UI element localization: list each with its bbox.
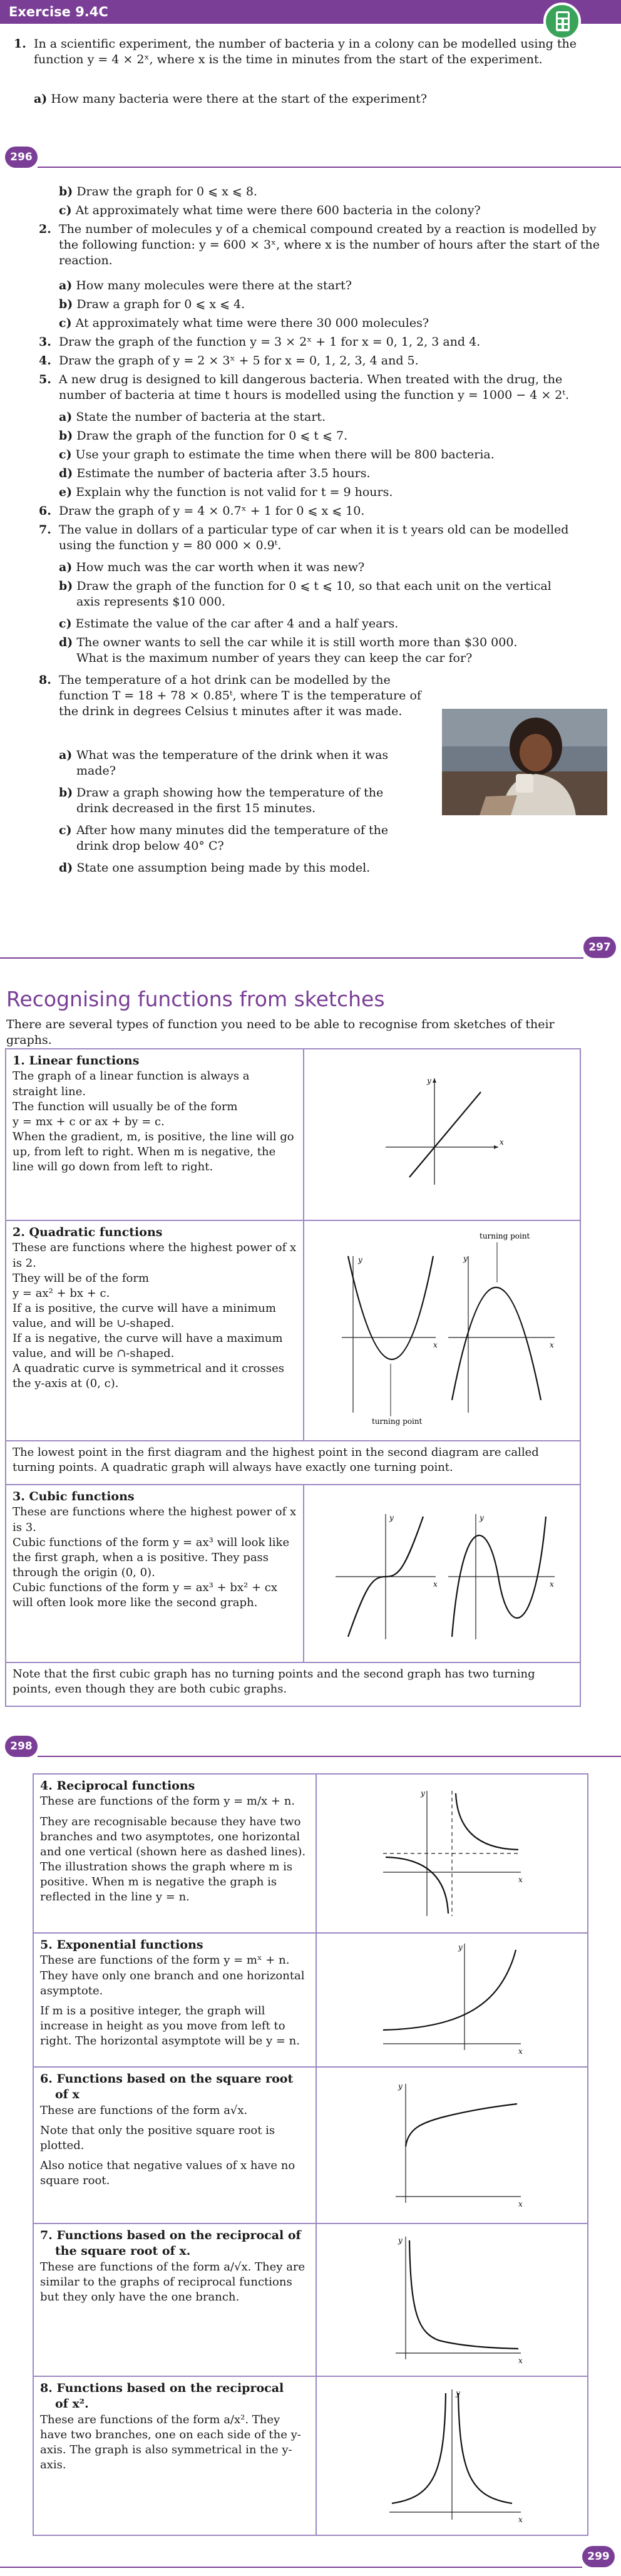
svg-text:y: y bbox=[421, 1789, 425, 1798]
reciprocal-sqrt-graph bbox=[371, 2228, 533, 2366]
question-5b: b) Draw the graph of the function for 0 ⩽ t ⩽ 7. bbox=[59, 429, 348, 443]
question-7d: d) The owner wants to sell the car while it is still worth more than $30 000. What is the maximum number of years they can keep the car for? bbox=[59, 636, 518, 666]
quadratic-graphs bbox=[323, 1225, 561, 1431]
question-1a: a) How many bacteria were there at the start of the experiment? bbox=[34, 92, 428, 106]
question-5: 5. A new drug is designed to kill dangerous bacteria. When treated with the drug, the number of bacteria at time t hours is modelled using the function y = 1000 − 4 × 2ᵗ. bbox=[39, 373, 570, 403]
square-root-curve bbox=[406, 2104, 517, 2146]
quadratic-graphs-cell bbox=[304, 1220, 580, 1441]
function-types-table-2 bbox=[33, 1773, 588, 2536]
svg-text:x: x bbox=[518, 2200, 523, 2208]
reciprocal-sqrt-graph-cell bbox=[316, 2223, 588, 2376]
page-number: 298 bbox=[5, 1736, 38, 1757]
question-8d: d) State one assumption being made by this model. bbox=[59, 861, 371, 875]
linear-functions-cell: 1. Linear functions The graph of a linear function is always a straight line. The function will usually be of the form y = mx + c or ax + by = c. When the gradient, m, is positive, the line will go up, from left to right. When m is negative, the line will go down from left to right. bbox=[6, 1049, 304, 1220]
question-5e: e) Explain why the function is not valid for t = 9 hours. bbox=[59, 485, 393, 499]
question-2a: a) How many molecules were there at the start? bbox=[59, 279, 352, 292]
question-7b: b) Draw the graph of the function for 0 ⩽ t ⩽ 10, so that each unit on the vertical axis represents $10 000. bbox=[59, 579, 552, 609]
reciprocal-functions-cell: 4. Reciprocal functions These are functions of the form y = m/x + n. They are recognisable because they have two branches and two asymptotes, one horizontal and one vertical (shown here as dashed lines). The illustration shows the graph where m is positive. When m is negative the graph is reflected in the line y = n. bbox=[33, 1774, 316, 1933]
quadratic-functions-cell: 2. Quadratic functions These are functions where the highest power of x is 2. They will be of the form y = ax² + bx + c. If a is positive, the curve will have a minimum value, and will be ∪-shaped. If a is negative, the curve will have a maximum value, and will be ∩-shaped. A quadratic curve is symmetrical and it crosses the y-axis at (0, c). bbox=[6, 1220, 304, 1441]
linear-line bbox=[409, 1092, 481, 1177]
question-8a: a) What was the temperature of the drink when it was made? bbox=[59, 748, 389, 778]
exponential-graph-cell bbox=[316, 1933, 588, 2067]
svg-text:x: x bbox=[518, 2515, 523, 2524]
exponential-functions-cell: 5. Exponential functions These are functions of the form y = mˣ + n. They have only one branch and one horizontal asymptote. If m is a positive integer, the graph will increase in height as you move from left to right. The horizontal asymptote will be y = n. bbox=[33, 1933, 316, 2067]
turning-point-label: turning point bbox=[480, 1232, 530, 1240]
svg-text:x: x bbox=[518, 2047, 523, 2056]
y-axis-label: y bbox=[427, 1076, 431, 1085]
question-8b: b) Draw a graph showing how the temperature of the drink decreased in the first 15 minutes. bbox=[59, 786, 384, 816]
svg-text:y: y bbox=[463, 1254, 468, 1263]
svg-text:x: x bbox=[550, 1341, 554, 1349]
page-295-fragment bbox=[0, 0, 621, 141]
reciprocal-square-branch-right bbox=[458, 2393, 512, 2503]
page-297 bbox=[0, 963, 621, 1732]
page-number: 296 bbox=[5, 147, 38, 168]
reciprocal-sqrt-functions-cell: 7. Functions based on the reciprocal of the square root of x. These are functions of the form a/√x. They are similar to the graphs of reciprocal functions but they only have the one branch. bbox=[33, 2223, 316, 2376]
question-8: 8. The temperature of a hot drink can be modelled by the function T = 18 + 78 × 0.85ᵗ, where T is the temperature of the drink in degrees Celsius t minutes after it was made. bbox=[39, 673, 421, 719]
section-intro: There are several types of function you need to be able to recognise from sketches of their graphs. bbox=[6, 1018, 555, 1048]
reciprocal-graph bbox=[371, 1778, 533, 1922]
exponential-curve bbox=[383, 1950, 516, 2030]
cubic-note: Note that the first cubic graph has no turning points and the second graph has two turning points, even though they are both cubic graphs. bbox=[6, 1662, 580, 1706]
exponential-graph bbox=[371, 1937, 533, 2056]
page-rule bbox=[38, 1756, 621, 1757]
question-1c: c) At approximately what time were there 600 bacteria in the colony? bbox=[59, 204, 481, 217]
reciprocal-sqrt-curve bbox=[409, 2240, 518, 2349]
reciprocal-square-graph bbox=[371, 2381, 533, 2525]
question-1b: b) Draw the graph for 0 ⩽ x ⩽ 8. bbox=[59, 185, 257, 198]
function-types-table-1 bbox=[5, 1048, 581, 1707]
svg-text:x: x bbox=[518, 1875, 523, 1884]
question-6: 6. Draw the graph of y = 4 × 0.7ˣ + 1 for 0 ⩽ x ⩽ 10. bbox=[39, 504, 365, 518]
question-1-text: In a scientific experiment, the number of bacteria y in a colony can be modelled using the function y = 4 × 2ˣ, where x is the time in minutes from the start of the experiment. bbox=[34, 37, 577, 67]
page-rule bbox=[0, 2567, 582, 2568]
cubic-graphs bbox=[323, 1489, 561, 1652]
page-rule bbox=[38, 167, 621, 168]
svg-text:y: y bbox=[358, 1255, 362, 1264]
svg-text:x: x bbox=[433, 1341, 438, 1349]
turning-point-label: turning point bbox=[372, 1417, 423, 1426]
svg-text:y: y bbox=[398, 2082, 403, 2091]
question-2: 2. The number of molecules y of a chemical compound created by a reaction is modelled by the following function: y = 600 × 3ˣ, where x is the number of hours after the start of the reaction. bbox=[39, 222, 600, 268]
reciprocal-square-graph-cell bbox=[316, 2376, 588, 2535]
reciprocal-branch-right bbox=[456, 1793, 518, 1850]
svg-text:x: x bbox=[433, 1580, 438, 1589]
question-5a: a) State the number of bacteria at the start. bbox=[59, 410, 326, 424]
page-296 bbox=[0, 143, 621, 963]
page-number: 297 bbox=[583, 937, 616, 958]
svg-text:y: y bbox=[456, 2389, 460, 2398]
square-root-graph-cell bbox=[316, 2067, 588, 2223]
reciprocal-graph-cell bbox=[316, 1774, 588, 1933]
calculator-icon bbox=[543, 3, 581, 40]
question-7c: c) Estimate the value of the car after 4 and a half years. bbox=[59, 617, 399, 631]
question-4: 4. Draw the graph of y = 2 × 3ˣ + 5 for x = 0, 1, 2, 3, 4 and 5. bbox=[39, 354, 419, 368]
cubic-graphs-cell bbox=[304, 1485, 580, 1662]
quadratic-note: The lowest point in the first diagram and the highest point in the second diagram are called turning points. A quadratic graph will always have exactly one turning point. bbox=[6, 1441, 580, 1485]
hot-drink-photo bbox=[442, 709, 607, 815]
question-7a: a) How much was the car worth when it was new? bbox=[59, 560, 365, 574]
linear-graph bbox=[361, 1053, 523, 1203]
reciprocal-branch-left bbox=[386, 1857, 448, 1914]
question-2b: b) Draw a graph for 0 ⩽ x ⩽ 4. bbox=[59, 297, 245, 311]
question-2c: c) At approximately what time were there 30 000 molecules? bbox=[59, 316, 429, 330]
question-1a-text: How many bacteria were there at the start of the experiment? bbox=[51, 92, 428, 106]
question-1: 1. In a scientific experiment, the number of bacteria y in a colony can be modelled using the function y = 4 × 2ˣ, where x is the time in minutes from the start of the experiment. bbox=[14, 36, 590, 68]
square-root-graph bbox=[371, 2071, 533, 2213]
svg-text:y: y bbox=[398, 2236, 403, 2245]
svg-text:y: y bbox=[458, 1943, 463, 1952]
x-axis-label: x bbox=[500, 1138, 504, 1146]
page-298 bbox=[0, 1732, 621, 2576]
exercise-title: Exercise 9.4C bbox=[9, 4, 108, 19]
n-shaped-curve bbox=[452, 1287, 541, 1400]
square-root-functions-cell: 6. Functions based on the square root of x These are functions of the form a√x. Note that only the positive square root is plotted. Also notice that negative values of x have no square root. bbox=[33, 2067, 316, 2223]
svg-text:x: x bbox=[518, 2356, 523, 2365]
cubic-functions-cell: 3. Cubic functions These are functions where the highest power of x is 3. Cubic functions of the form y = ax³ will look like the first graph, when a is positive. They pass through the origin (0, 0). Cubic functions of the form y = ax³ + bx² + cx will often look more like the second graph. bbox=[6, 1485, 304, 1662]
svg-text:y: y bbox=[480, 1513, 484, 1522]
svg-text:y: y bbox=[389, 1513, 394, 1522]
question-7: 7. The value in dollars of a particular type of car when it is t years old can be modelled using the function y = 80 000 × 0.9ᵗ. bbox=[39, 523, 569, 553]
page-number: 299 bbox=[582, 2546, 615, 2567]
u-shaped-curve bbox=[348, 1256, 433, 1359]
page-rule bbox=[0, 957, 583, 959]
question-5c: c) Use your graph to estimate the time when there will be 800 bacteria. bbox=[59, 448, 495, 461]
section-title: Recognising functions from sketches bbox=[6, 987, 385, 1011]
reciprocal-square-functions-cell: 8. Functions based on the reciprocal of x². These are functions of the form a/x². They have two branches, one on each side of the y-axis. The graph is also symmetrical in the y-axis. bbox=[33, 2376, 316, 2535]
linear-graph-cell bbox=[304, 1049, 580, 1220]
reciprocal-square-branch-left bbox=[392, 2393, 446, 2503]
svg-text:x: x bbox=[550, 1580, 554, 1589]
question-8c: c) After how many minutes did the temperature of the drink drop below 40° C? bbox=[59, 823, 389, 853]
question-5d: d) Estimate the number of bacteria after 3.5 hours. bbox=[59, 466, 371, 480]
question-3: 3. Draw the graph of the function y = 3 × 2ˣ + 1 for x = 0, 1, 2, 3 and 4. bbox=[39, 335, 481, 349]
